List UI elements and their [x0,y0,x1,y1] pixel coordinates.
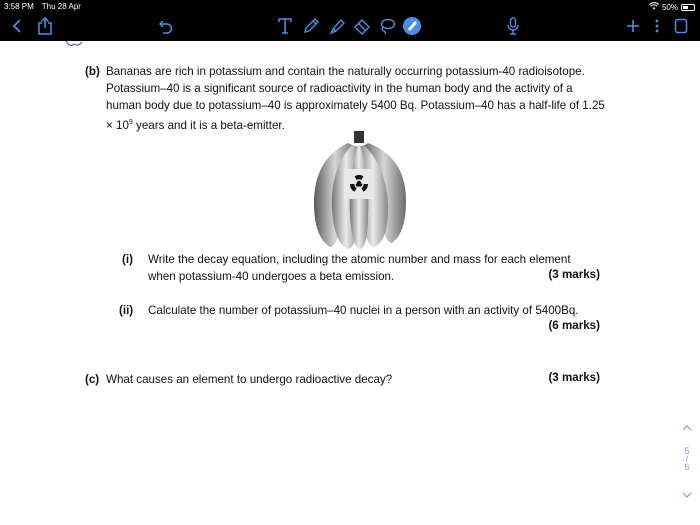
scientific-prefix: × 10 [106,118,129,132]
status-time: 3:58 PM [4,2,34,11]
part-ii-label: (ii) [119,304,134,317]
status-date: Thu 28 Apr [41,2,81,11]
question-c-label: (c) [85,373,100,386]
part-i-marks: (3 marks) [548,268,600,281]
question-b-line-4 [106,114,285,134]
exponent: 9 [128,119,133,126]
question-b-label: (b) [85,65,100,78]
total-pages: 6 [684,462,690,472]
share-icon[interactable] [35,14,55,38]
pages-icon[interactable] [672,14,690,38]
part-ii-line-1: Calculate the number of potassium–40 nuclei in a person with an activity of 5400Bq. [148,304,579,317]
current-page: 5 [684,446,690,456]
microphone-icon[interactable] [503,14,523,38]
handwriting-mark [60,41,100,49]
more-icon[interactable] [650,14,664,38]
status-time-date [4,2,81,11]
battery-icon [681,4,695,11]
part-i-line-2: when potassium-40 undergoes a beta emission. [148,270,395,283]
document-page[interactable] [0,41,700,525]
page-indicator [682,446,692,472]
part-i-label: (i) [122,253,133,266]
add-icon[interactable] [624,14,642,38]
part-ii-marks: (6 marks) [548,319,600,332]
eraser-icon[interactable] [351,14,373,38]
question-c-marks: (3 marks) [548,371,600,384]
page-down-icon[interactable] [682,491,692,501]
question-b-line-1: Bananas are rich in potassium and contain the naturally occurring potassium-40 radioisotope. [106,65,585,78]
page-separator: / [685,454,689,464]
highlighter-icon[interactable] [326,14,348,38]
wifi-icon [649,2,659,12]
question-b-line-3: human body due to potassium–40 is approximately 5400 Bq. Potassium–40 has a half-life of 1.25 [106,99,605,112]
part-i-line-1: Write the decay equation, including the atomic number and mass for each element [148,253,571,266]
question-b-line-2: Potassium–40 is a significant source of radioactivity in the human body and the activity of a [106,82,573,95]
bananas-radiation-image [308,129,412,251]
pen-icon[interactable] [300,14,322,38]
status-right [649,2,695,12]
back-icon[interactable] [8,14,26,38]
lasso-icon[interactable] [376,14,398,38]
battery-percent: 50% [661,2,678,12]
line-4-suffix: years and it is a beta-emitter. [132,118,285,132]
top-toolbar [0,0,700,41]
text-tool-icon[interactable] [275,14,295,38]
page-up-icon[interactable] [682,424,692,434]
undo-icon[interactable] [155,14,177,38]
question-c-line-1: What causes an element to undergo radioactive decay? [106,373,393,386]
shapes-icon[interactable] [400,14,424,38]
